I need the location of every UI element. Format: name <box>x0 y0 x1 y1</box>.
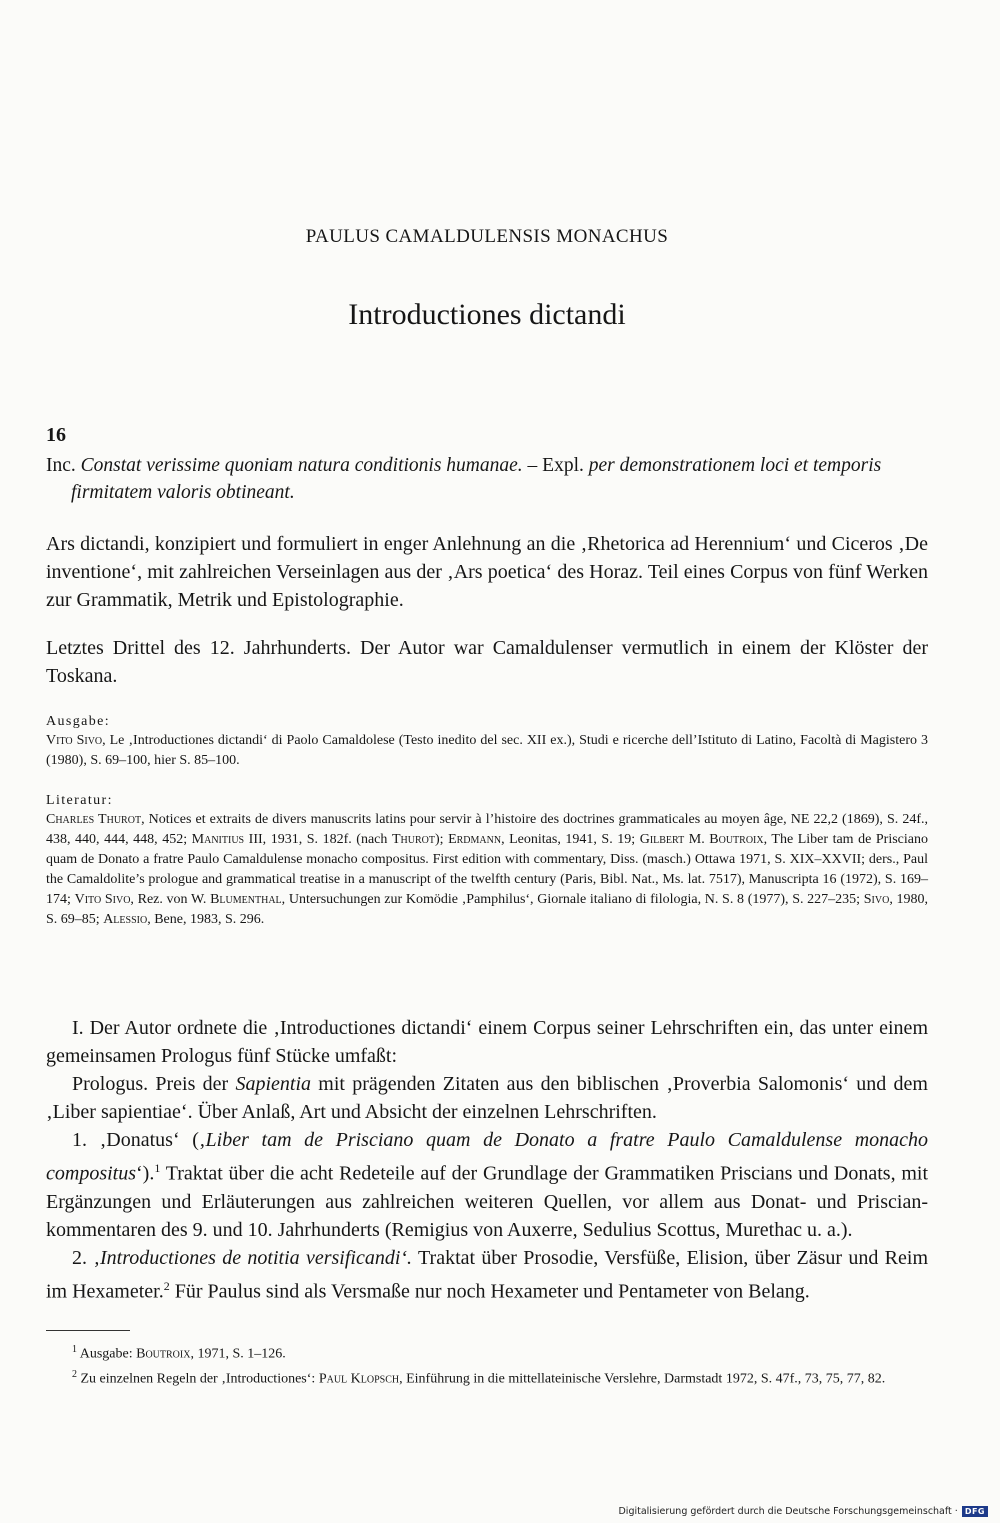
literatur-author: Manitius <box>191 832 245 847</box>
footnote-author: Paul Klopsch <box>318 1371 400 1387</box>
text-run: Prologus. Preis der <box>72 1073 236 1095</box>
main-paragraph-prologus <box>46 1070 928 1126</box>
ausgabe-citation: , Le ‚Introductiones dictandi‘ di Paolo Camaldolese (Testo inedito del sec. XII ex.), Studi e ricerche dell’Istituto di Latino, Facoltà di Magistero 3 (1980), S. 69–100, hier S. 85–100. <box>46 733 928 768</box>
expl-label: – Expl. <box>527 455 584 476</box>
digitization-footer <box>618 1506 988 1517</box>
literatur-run: , Rez. von W. <box>130 892 211 907</box>
footer-text: Digitalisierung gefördert durch die Deutsche Forschungsgemeinschaft · <box>618 1506 958 1517</box>
italic-run: ‚Introductiones de notitia versificandi‘. <box>93 1246 413 1269</box>
dating-paragraph: Letztes Drittel des 12. Jahrhunderts. Der Autor war Camaldulenser vermutlich in einem der Klöster der Toskana. <box>46 637 928 687</box>
text-run: ‘). <box>136 1162 155 1185</box>
footnote-author: Boutroix <box>136 1346 191 1362</box>
text-run: 2. <box>72 1246 94 1269</box>
footnote-number: 1 <box>72 1344 77 1355</box>
literatur-label: Literatur: <box>46 793 113 808</box>
text-run: , 1971, S. 1–126. <box>190 1346 286 1362</box>
ausgabe-label: Ausgabe: <box>46 714 111 729</box>
italic-run: Sapientia <box>235 1073 312 1095</box>
literatur-run: , 1980, S. 69–85; <box>46 892 929 927</box>
ausgabe-author: Vito Sivo <box>46 733 103 748</box>
literatur-run: , The Liber tam de Prisciano quam de Donato a fratre Paulo Camaldulense monacho compositus. First edition with commentary, Diss. (masch.) Ottawa 1971, S. XIX–XXVII; ders., Paul the Camaldolite’s prologue and grammatical treatise in a manuscript of the twelfth century (Paris, Bibl. Nat., Ms. lat. 7517), Manuscripta 16 (1972), S. 169–174; <box>46 832 928 907</box>
text-run: Traktat über die acht Redeteile auf der Grundlage der Grammatiken Priscians und Donats, mit Ergänzungen und Erläuterungen aus zahlreichen weiteren Quellen, vor allem aus Donat- und Prisciankommentaren des 9. und 10. Jahrhunderts (Remigius von Auxerre, Sedulius Scottus, Murethac u. a.). <box>46 1162 928 1241</box>
literatur-author: Alessio <box>103 912 148 927</box>
literatur-run: ); <box>434 832 449 847</box>
text-run: Zu einzelnen Regeln der ‚Introductiones‘: <box>77 1371 319 1387</box>
main-paragraph-1: I. Der Autor ordnete die ‚Introductiones dictandi‘ einem Corpus seiner Lehrschriften ein, das unter einem gemeinsamen Prologus fünf Stücke umfaßt: <box>46 1017 928 1067</box>
footnote-ref-1[interactable]: 1 <box>154 1161 161 1175</box>
text-run: Traktat über Prosodie, Versfüße, Elision, über Zäsur und Reim im Hexameter. <box>46 1246 928 1303</box>
ausgabe-text <box>46 731 928 771</box>
literatur-author: Erdmann <box>448 832 502 847</box>
literatur-author: Blumenthal <box>210 892 282 907</box>
literatur-author: Thurot <box>391 832 435 847</box>
footnote-number: 2 <box>72 1368 77 1380</box>
page-title: Introductiones dictandi <box>348 298 626 331</box>
literatur-run: , Untersuchungen zur Komödie ‚Pamphilus‘, Giornale italiano di filologia, N. S. 8 (1977), S. 227–235; <box>281 892 864 907</box>
author-heading: PAULUS CAMALDULENSIS MONACHUS <box>305 226 669 247</box>
dfg-logo: DFG <box>962 1506 988 1517</box>
literatur-run: , Notices et extraits de divers manuscrits latins pour servir à l’histoire des doctrines grammaticales au moyen âge, NE 22,2 (1869), S. 24f., 438, 440, 444, 448, 452; <box>46 812 928 847</box>
bleed-through <box>90 92 930 202</box>
literatur-author: Vito Sivo <box>74 892 131 907</box>
literatur-run: III, 1931, S. 182f. (nach <box>244 832 392 847</box>
text-run: mit prägenden Zitaten aus den biblischen ‚Proverbia Salomonis‘ und dem ‚Liber sapientiae‘. Über Anlaß, Art und Absicht der einzelnen Lehrschriften. <box>46 1073 928 1123</box>
literatur-run: , Leonitas, 1941, S. 19; <box>501 832 640 847</box>
entry-number: 16 <box>46 424 66 446</box>
literatur-section <box>46 793 928 930</box>
ausgabe-section <box>46 714 928 771</box>
text-run: 1. ‚Donatus‘ ( <box>72 1129 199 1151</box>
main-text <box>46 1014 928 1305</box>
footnotes <box>46 1340 928 1389</box>
footnote-2 <box>46 1365 928 1390</box>
main-paragraph-versificandi <box>46 1244 928 1306</box>
literatur-run: , Bene, 1983, S. 296. <box>147 912 265 927</box>
footnote-1 <box>46 1340 928 1365</box>
literatur-text <box>46 810 928 930</box>
incipit-text: Constat verissime quoniam natura conditionis humanae. <box>80 455 523 476</box>
description-paragraph: Ars dictandi, konzipiert und formuliert in enger Anlehnung an die ‚Rhetorica ad Herennium‘ und Ciceros ‚De inventione‘, mit zahlreichen Verseinlagen aus der ‚Ars poetica‘ des Horaz. Teil eines Corpus von fünf Werken zur Grammatik, Metrik und Epistolographie. <box>46 533 928 611</box>
footnote-ref-2[interactable]: 2 <box>163 1278 170 1293</box>
literatur-author: Charles Thurot <box>46 812 142 827</box>
literatur-author: Gilbert M. Boutroix <box>639 832 764 847</box>
main-paragraph-donatus <box>46 1126 928 1244</box>
text-run: , Einführung in die mittellateinische Verslehre, Darmstadt 1972, S. 47f., 73, 75, 77, 82. <box>399 1371 886 1387</box>
text-run: Für Paulus sind als Versmaße nur noch Hexameter und Pentameter von Belang. <box>169 1280 810 1303</box>
explicit-text: per demonstrationem loci et temporis firmitatem valoris obtineant. <box>71 455 882 503</box>
italic-run: ‚Liber tam de Prisciano quam de Donato a fratre Paulo Camaldulense monacho compositus <box>46 1129 929 1185</box>
inc-label: Inc. <box>46 455 76 476</box>
footnote-rule <box>46 1330 130 1331</box>
incipit-explicit <box>46 452 928 506</box>
text-run: Ausgabe: <box>77 1346 137 1362</box>
literatur-author: Sivo <box>863 892 890 907</box>
